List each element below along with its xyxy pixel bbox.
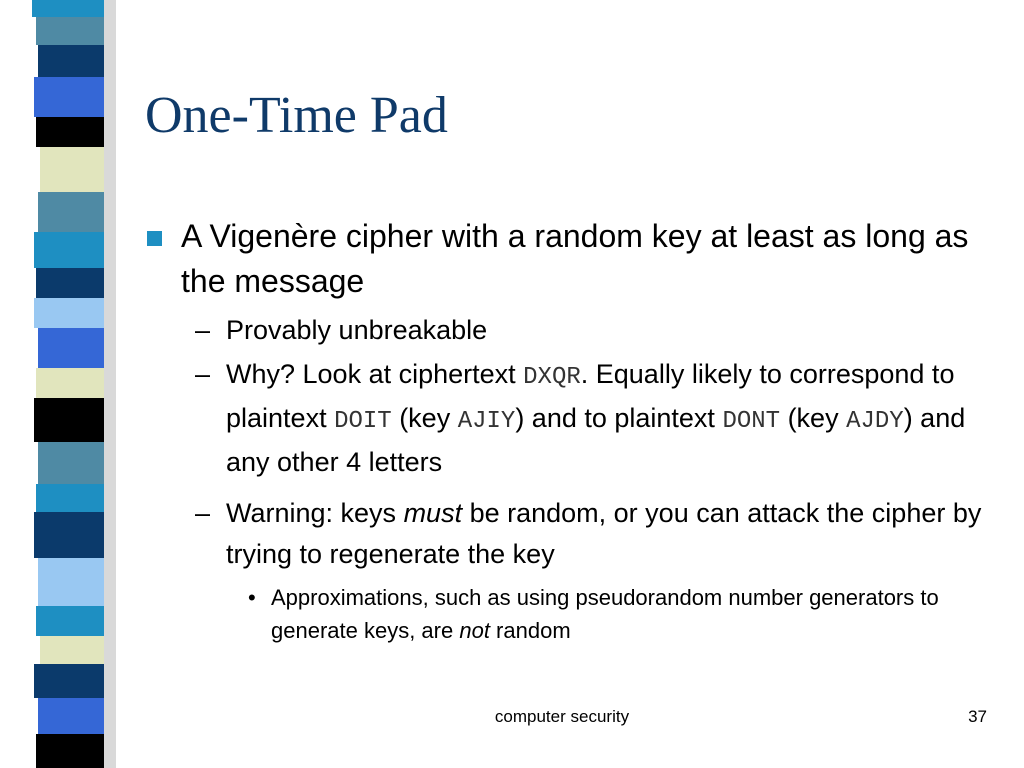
- page-number: 37: [968, 707, 987, 726]
- warning-text-1: Warning: keys: [226, 498, 404, 528]
- plaintext-code-1: DOIT: [334, 408, 392, 435]
- stripe-blocks: [32, 0, 104, 768]
- why-text-5: (key: [780, 403, 847, 433]
- dash-bullet: –: [195, 359, 211, 389]
- dot-bullet: •: [248, 585, 256, 610]
- approx-text-1: Approximations, such as using pseudorandom number generators to generate keys, are: [271, 585, 939, 643]
- sub-item-why: [145, 354, 1005, 483]
- bullet-text: A Vigenère cipher with a random key at least as long as the message: [181, 218, 969, 299]
- why-text-4: ) and to plaintext: [515, 403, 723, 433]
- why-text-2: . Equally likely to correspond to plaintext: [226, 359, 955, 433]
- decorative-stripe-bar: [0, 0, 120, 768]
- why-text-1: Why? Look at ciphertext: [226, 359, 524, 389]
- ciphertext-code: DXQR: [523, 364, 581, 391]
- square-bullet-icon: [147, 231, 162, 246]
- plaintext-code-2: DONT: [722, 408, 781, 435]
- slide-body: [145, 214, 1005, 647]
- footer-course-name: computer security: [494, 707, 630, 726]
- approx-emphasis: not: [459, 618, 490, 643]
- stripe-shadow: [104, 0, 116, 768]
- bullet-item-level1: [145, 214, 1005, 304]
- warning-emphasis: must: [403, 498, 463, 528]
- slide-title: One-Time Pad: [145, 87, 448, 144]
- key-code-1: AJIY: [457, 408, 516, 435]
- sub-item-warning: [145, 493, 1005, 575]
- dash-bullet: –: [195, 498, 211, 528]
- approx-text-2: random: [489, 618, 571, 643]
- dash-bullet: –: [195, 315, 211, 345]
- warning-text-2: be random, or you can attack the cipher by trying to regenerate the key: [226, 498, 982, 569]
- subsub-item-approximations: [145, 581, 1005, 647]
- why-text-6: ) and any other 4 letters: [226, 403, 966, 477]
- sub-item-provably: [145, 310, 1005, 351]
- key-code-2: AJDY: [846, 408, 904, 435]
- sub-item-text: Provably unbreakable: [226, 315, 488, 345]
- why-text-3: (key: [391, 403, 458, 433]
